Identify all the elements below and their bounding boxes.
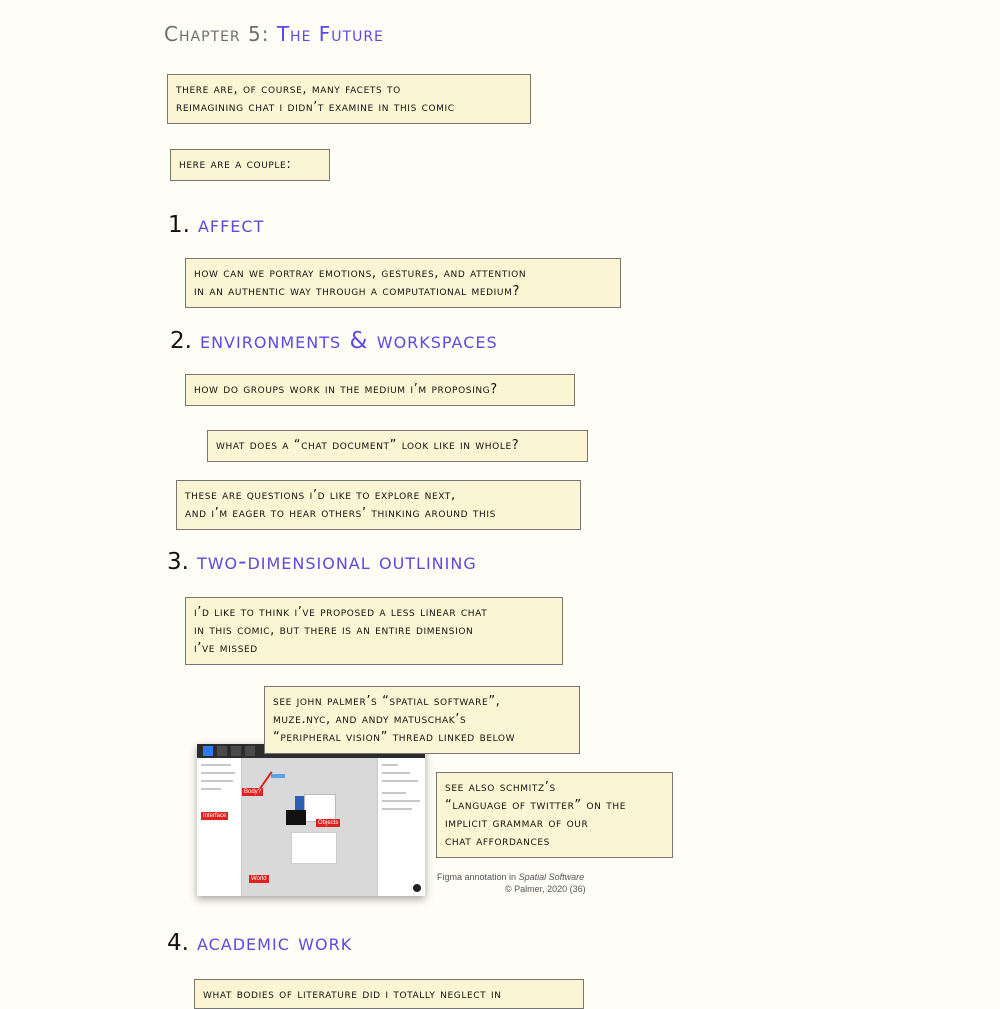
chapter-title [164, 22, 384, 46]
section-heading [168, 212, 264, 238]
canvas-panel [304, 794, 336, 822]
annotation-tag-interface: Interface [203, 813, 227, 819]
caption-prefix: Figma annotation in [437, 872, 519, 882]
speech-box: these are questions i’d like to explore next, and i’m eager to hear others’ thinking around this [176, 480, 581, 530]
section-number: 1. [168, 212, 190, 238]
section-number: 4. [167, 930, 189, 956]
speech-box: i’d like to think i’ve proposed a less linear chat in this comic, but there is an entire dimension i’ve missed [185, 597, 563, 665]
figma-properties-panel [377, 758, 425, 896]
section-label: affect [197, 212, 265, 238]
figma-screenshot [197, 744, 425, 896]
figure-caption [437, 871, 586, 895]
annotation-tag-world: World [251, 876, 267, 882]
frame-tool-icon [217, 746, 227, 756]
move-tool-icon [203, 746, 213, 756]
annotation-arrow [259, 771, 272, 789]
speech-box: what does a “chat document” look like in whole? [207, 430, 588, 462]
help-icon [413, 884, 421, 892]
intro-box: there are, of course, many facets to reimagining chat i didn’t examine in this comic [167, 74, 531, 124]
canvas-blue-block [295, 796, 304, 810]
caption-credit: © Palmer, 2020 (36) [505, 884, 586, 894]
shape-tool-icon [231, 746, 241, 756]
selected-layer-label [271, 774, 285, 778]
section-number: 3. [167, 549, 189, 575]
chapter-name: The Future [276, 22, 384, 46]
speech-box: how can we portray emotions, gestures, and attention in an authentic way through a computational medium? [185, 258, 621, 308]
chapter-prefix: Chapter 5: [164, 22, 270, 46]
caption-title: Spatial Software [518, 872, 585, 882]
pen-tool-icon [245, 746, 255, 756]
section-label: two-dimensional outlining [196, 549, 477, 575]
speech-box: see john palmer’s “spatial software”, muze.nyc, and andy matuschak’s “peripheral vision” thread linked below [264, 686, 580, 754]
intro-box: here are a couple: [170, 149, 330, 181]
annotation-tag-body: Body? [244, 789, 262, 795]
section-heading [167, 930, 352, 956]
section-heading [170, 328, 498, 354]
section-number: 2. [170, 328, 192, 354]
figma-layers-panel [197, 758, 242, 896]
speech-box: how do groups work in the medium i’m proposing? [185, 374, 575, 406]
canvas-dark-block [286, 810, 306, 825]
speech-box: see also schmitz’s “language of twitter” on the implicit grammar of our chat affordances [436, 772, 673, 858]
speech-box: what bodies of literature did i totally neglect in [194, 979, 584, 1009]
canvas-white-card [291, 832, 337, 864]
section-label: academic work [196, 930, 353, 956]
annotation-tag-objects: Objects [318, 820, 339, 826]
section-label: environments & workspaces [199, 328, 498, 354]
section-heading [167, 549, 477, 575]
